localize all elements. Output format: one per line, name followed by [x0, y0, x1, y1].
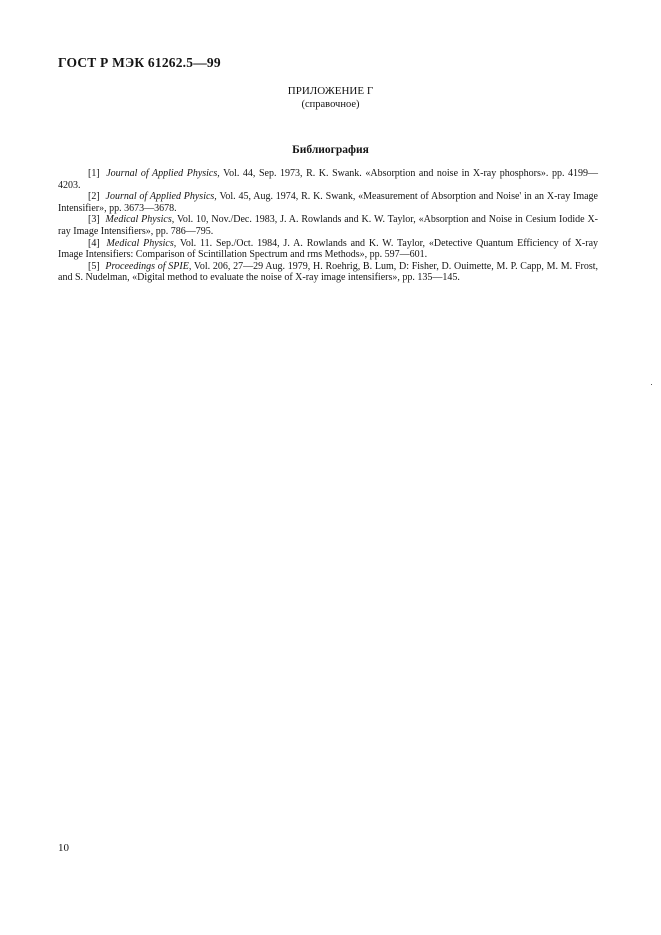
reference-item: [58, 238, 598, 261]
reference-source: Medical Physics,: [105, 214, 175, 226]
reference-number: [2]: [88, 191, 100, 203]
reference-text: Vol. 45, Aug. 1974, R. K. Swank, «Measurement of Absorption and Noise' in an X-ray Image Intensifier», pp. 3673—3678.: [58, 191, 598, 214]
document-code: ГОСТ Р МЭК 61262.5—99: [58, 55, 221, 70]
appendix-kind: (справочное): [301, 99, 360, 110]
bibliography-list: [58, 168, 598, 284]
reference-text: Vol. 11. Sep./Oct. 1984, J. A. Rowlands and K. W. Taylor, «Detective Quantum Efficiency of X-ray Image Intensifiers: Comparison of Scintillation Spectrum and rms Methods», pp. 597—601.: [58, 237, 599, 261]
reference-number: [5]: [88, 260, 100, 272]
reference-item: [58, 214, 598, 237]
reference-text: Vol. 206, 27—29 Aug. 1979, H. Roehrig, B. Lum, D: Fisher, D. Ouimette, M. P. Capp, M. M. Frost, and S. Nudelman, «Digital method to evaluate the noise of X-ray image intensifiers», pp. 135—145.: [58, 260, 598, 284]
appendix-title: ПРИЛОЖЕНИЕ Г: [287, 85, 374, 97]
appendix-heading: [0, 85, 661, 111]
reference-item: [58, 191, 598, 214]
reference-source: Proceedings of SPIE,: [105, 260, 192, 272]
reference-text: Vol. 10, Nov./Dec. 1983, J. A. Rowlands and K. W. Taylor, «Absorption and Noise in Cesium Iodide X-ray Image Intensifiers», pp. 786—795.: [58, 214, 599, 237]
reference-source: Journal of Applied Physics,: [106, 168, 220, 179]
reference-number: [3]: [88, 214, 100, 226]
bibliography-title: Библиография: [292, 144, 369, 156]
reference-item: [58, 261, 598, 284]
reference-number: [1]: [88, 168, 100, 179]
reference-source: Medical Physics,: [106, 237, 177, 249]
scan-speck: [651, 384, 652, 385]
reference-source: Journal of Applied Physics,: [105, 191, 217, 203]
reference-text: Vol. 44, Sep. 1973, R. K. Swank. «Absorption and noise in X-ray phosphors». pp. 4199—4203.: [58, 168, 598, 191]
page-number: 10: [58, 842, 69, 854]
reference-number: [4]: [88, 237, 100, 249]
reference-item: [58, 168, 598, 191]
